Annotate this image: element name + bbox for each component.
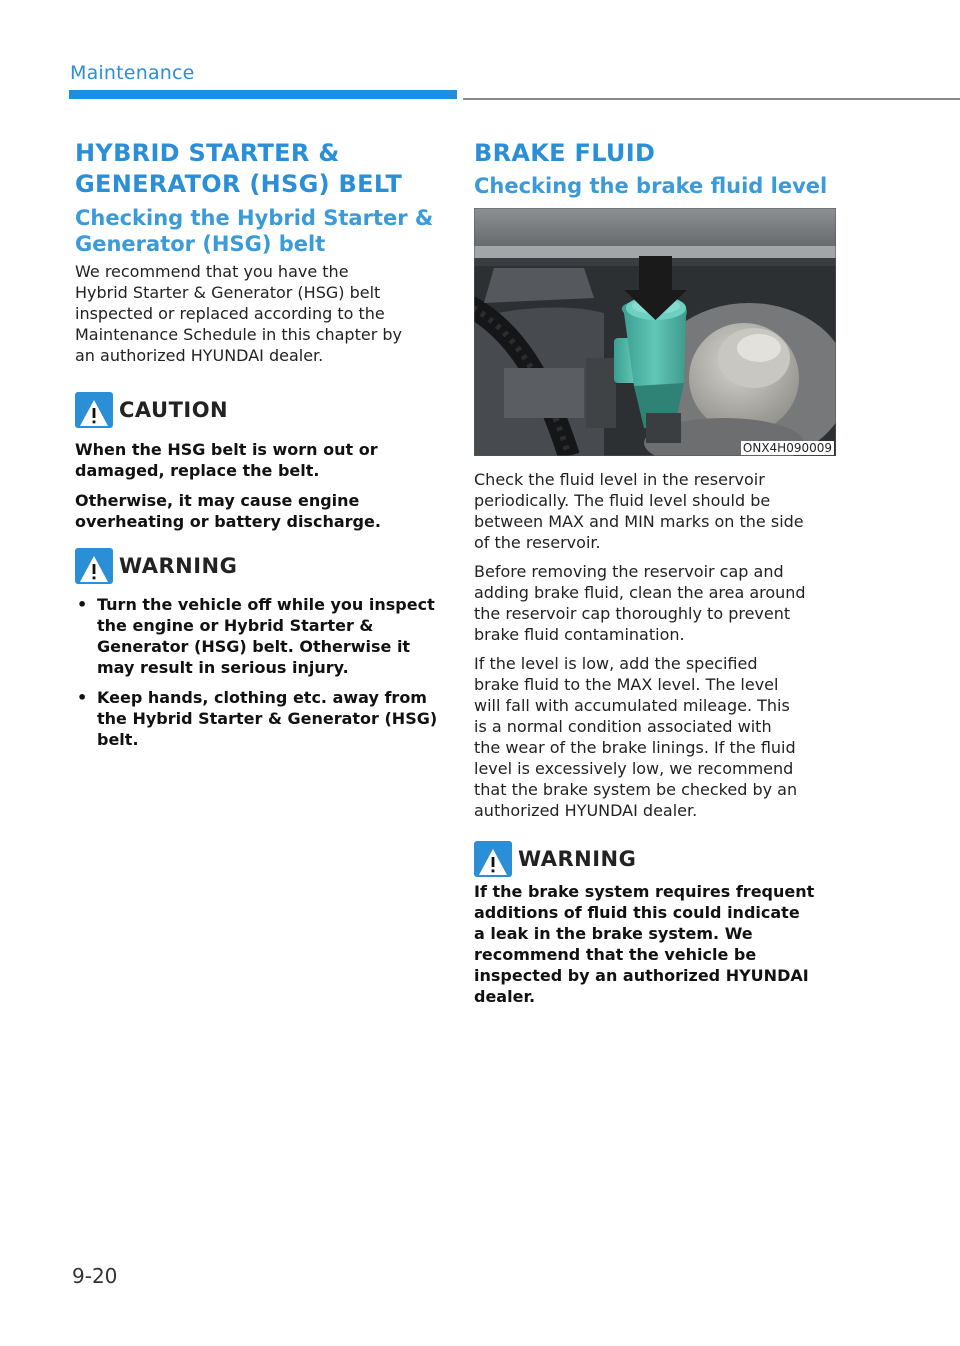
brake-warning-text: If the brake system requires frequent additions of fluid this could indicate a leak in the brake system. We recommend that the vehicle be inspected by an authorized HYUNDAI dealer. (474, 882, 815, 1006)
caution-icon (75, 392, 113, 428)
warning-bullets (75, 594, 445, 750)
brake-para-2: Before removing the reservoir cap and adding brake fluid, clean the area around the reservoir cap thoroughly to prevent brake fluid contamination. (474, 562, 806, 644)
brake-reservoir-photo (474, 208, 836, 456)
brake-warning-box (474, 840, 844, 1007)
warning-icon (75, 548, 113, 584)
brake-para-1: Check the fluid level in the reservoir periodically. The fluid level should be between MAX and MIN marks on the side of the reservoir. (474, 470, 804, 552)
hsg-body: We recommend that you have the Hybrid Starter & Generator (HSG) belt inspected or replaced according to the Maintenance Schedule in this chapter by an authorized HYUNDAI dealer. (75, 262, 402, 365)
brake-fluid-title: BRAKE FLUID (474, 139, 656, 167)
warning-bullet-1: • Turn the vehicle off while you inspect the engine or Hybrid Starter & Generator (HSG) belt. Otherwise it may result in serious injury. (75, 594, 445, 678)
caution-para-2: Otherwise, it may cause engine overheating or battery discharge. (75, 491, 381, 531)
caution-box (75, 391, 445, 532)
running-header: Maintenance (70, 62, 195, 84)
page-number: 9-20 (72, 1264, 118, 1288)
caution-title: CAUTION (119, 398, 229, 422)
warning-icon (474, 841, 512, 877)
caution-para-1: When the HSG belt is worn out or damaged, replace the belt. (75, 440, 378, 480)
header-rule-blue (69, 90, 457, 99)
hsg-title: HYBRID STARTER & GENERATOR (HSG) BELT (75, 139, 403, 198)
warning-bullet-2: • Keep hands, clothing etc. away from the Hybrid Starter & Generator (HSG) belt. (75, 687, 445, 750)
image-code-label: ONX4H090009 (742, 441, 832, 455)
hsg-warning-box (75, 547, 445, 759)
warning-title: WARNING (119, 554, 238, 578)
brake-para-3: If the level is low, add the specified brake fluid to the MAX level. The level will fall with accumulated mileage. This is a normal condition associated with the wear of the brake linings. If the fluid level is excessively low, we recommend that the brake system be checked by an authorized HYUNDAI dealer. (474, 654, 798, 820)
hsg-subtitle: Checking the Hybrid Starter & Generator (HSG) belt (75, 206, 434, 256)
brake-warning-title: WARNING (518, 847, 637, 871)
brake-fluid-subtitle: Checking the brake fluid level (474, 174, 828, 198)
brake-fluid-text (474, 469, 844, 821)
header-rule-gray (463, 98, 960, 100)
